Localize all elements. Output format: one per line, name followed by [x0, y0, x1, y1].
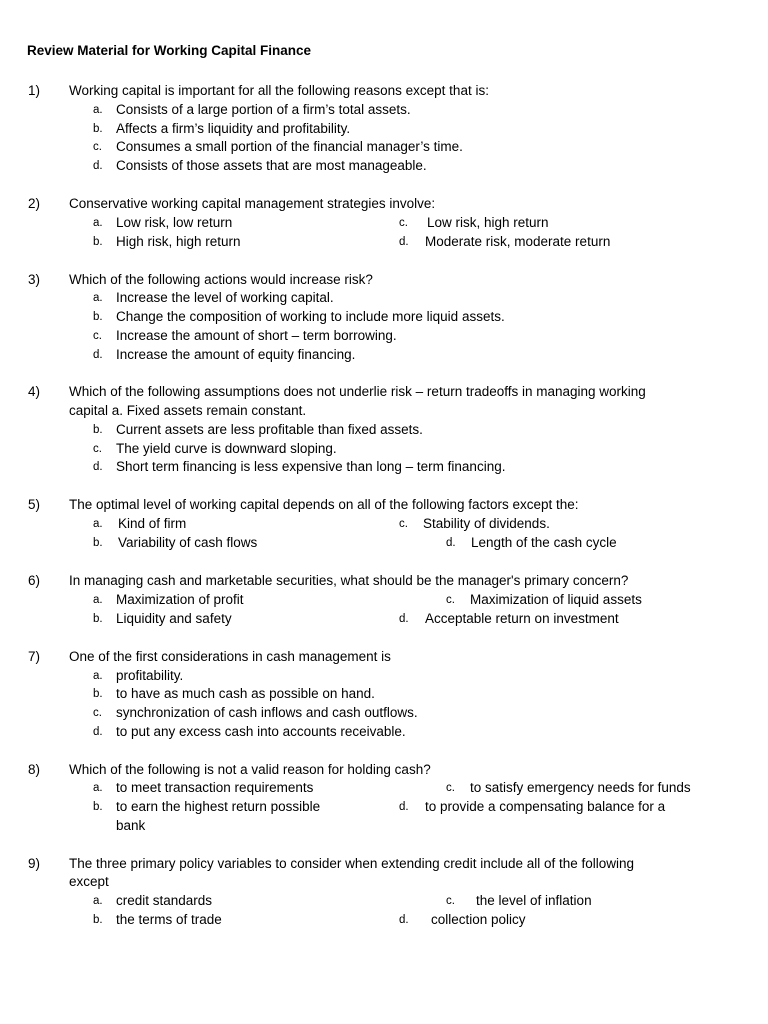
option-letter: a.	[93, 518, 103, 530]
question-stem: except	[69, 874, 109, 889]
option-letter: c.	[93, 707, 102, 719]
option-letter: d.	[446, 537, 456, 549]
option-text: to provide a compensating balance for a	[425, 799, 666, 814]
option-text: Moderate risk, moderate return	[425, 234, 611, 249]
question-number: 4)	[28, 384, 41, 399]
option-letter: b.	[93, 123, 103, 135]
option-text: profitability.	[116, 668, 184, 683]
option-text: to meet transaction requirements	[116, 780, 314, 795]
option-letter: d.	[399, 914, 409, 926]
option-letter: c.	[93, 141, 102, 153]
question-stem: Which of the following is not a valid reason for holding cash?	[69, 762, 431, 777]
question-number: 5)	[28, 497, 41, 512]
option-letter: a.	[93, 104, 103, 116]
question-number: 6)	[28, 573, 41, 588]
option-text: Change the composition of working to include more liquid assets.	[116, 309, 505, 324]
option-text: to have as much cash as possible on hand.	[116, 686, 375, 701]
option-letter: a.	[93, 782, 103, 794]
option-text: The yield curve is downward sloping.	[116, 441, 337, 456]
question-number: 1)	[28, 83, 41, 98]
option-text: synchronization of cash inflows and cash outflows.	[116, 705, 418, 720]
option-letter: d.	[93, 349, 103, 361]
option-letter: a.	[93, 594, 103, 606]
option-letter: b.	[93, 688, 103, 700]
question-stem: capital a. Fixed assets remain constant.	[69, 403, 307, 418]
option-letter: c.	[446, 782, 455, 794]
option-letter: c.	[399, 518, 408, 530]
option-letter: d.	[93, 726, 103, 738]
option-text: Kind of firm	[118, 516, 187, 531]
option-text: the terms of trade	[116, 912, 222, 927]
option-letter: a.	[93, 292, 103, 304]
option-text: Current assets are less profitable than fixed assets.	[116, 422, 423, 437]
question-stem: Working capital is important for all the following reasons except that is:	[69, 83, 489, 98]
option-text: to put any excess cash into accounts receivable.	[116, 724, 406, 739]
option-letter: b.	[93, 424, 103, 436]
option-text: collection policy	[431, 912, 526, 927]
option-letter: b.	[93, 537, 103, 549]
question-number: 2)	[28, 196, 41, 211]
option-text: Increase the level of working capital.	[116, 290, 334, 305]
question-stem: The optimal level of working capital depends on all of the following factors except the:	[69, 497, 579, 512]
option-letter: b.	[93, 311, 103, 323]
option-text: to earn the highest return possible	[116, 799, 321, 814]
question-stem: Which of the following assumptions does not underlie risk – return tradeoffs in managing working	[69, 384, 646, 399]
option-letter: d.	[93, 461, 103, 473]
option-text: Acceptable return on investment	[425, 611, 619, 626]
document-title: Review Material for Working Capital Finance	[27, 43, 312, 58]
question-stem: Which of the following actions would increase risk?	[69, 272, 373, 287]
question-number: 7)	[28, 649, 41, 664]
option-text: Increase the amount of short – term borrowing.	[116, 328, 397, 343]
question-stem: Conservative working capital management strategies involve:	[69, 196, 436, 211]
option-letter: a.	[93, 895, 103, 907]
option-letter: b.	[93, 801, 103, 813]
option-letter: b.	[93, 613, 103, 625]
option-text: Low risk, low return	[116, 215, 233, 230]
option-text: Maximization of liquid assets	[470, 592, 642, 607]
option-letter: c.	[93, 330, 102, 342]
question-number: 8)	[28, 762, 41, 777]
option-letter: b.	[93, 236, 103, 248]
option-letter: a.	[93, 217, 103, 229]
option-text: the level of inflation	[476, 893, 592, 908]
option-letter: d.	[399, 613, 409, 625]
option-letter: c.	[399, 217, 408, 229]
option-text: Length of the cash cycle	[471, 535, 617, 550]
option-text: Consists of those assets that are most manageable.	[116, 158, 427, 173]
option-letter: a.	[93, 670, 103, 682]
question-number: 3)	[28, 272, 41, 287]
option-text: Increase the amount of equity financing.	[116, 347, 356, 362]
option-text: Short term financing is less expensive than long – term financing.	[116, 459, 506, 474]
option-letter: c.	[93, 443, 102, 455]
option-letter: d.	[399, 236, 409, 248]
option-text: Maximization of profit	[116, 592, 244, 607]
option-text: High risk, high return	[116, 234, 241, 249]
question-stem: The three primary policy variables to consider when extending credit include all of the following	[69, 856, 635, 871]
question-stem: In managing cash and marketable securities, what should be the manager's primary concern?	[69, 573, 629, 588]
option-letter: d.	[399, 801, 409, 813]
question-number: 9)	[28, 856, 41, 871]
option-text: to satisfy emergency needs for funds	[470, 780, 691, 795]
option-letter: c.	[446, 594, 455, 606]
option-text: credit standards	[116, 893, 213, 908]
option-text: Stability of dividends.	[423, 516, 550, 531]
option-letter: c.	[446, 895, 455, 907]
option-letter: b.	[93, 914, 103, 926]
option-text-continued: bank	[116, 818, 146, 833]
option-text: Variability of cash flows	[118, 535, 258, 550]
option-text: Low risk, high return	[427, 215, 549, 230]
option-letter: d.	[93, 160, 103, 172]
option-text: Liquidity and safety	[116, 611, 232, 626]
option-text: Consists of a large portion of a firm’s total assets.	[116, 102, 411, 117]
option-text: Affects a firm’s liquidity and profitability.	[116, 121, 351, 136]
option-text: Consumes a small portion of the financial manager’s time.	[116, 139, 463, 154]
question-stem: One of the first considerations in cash management is	[69, 649, 391, 664]
